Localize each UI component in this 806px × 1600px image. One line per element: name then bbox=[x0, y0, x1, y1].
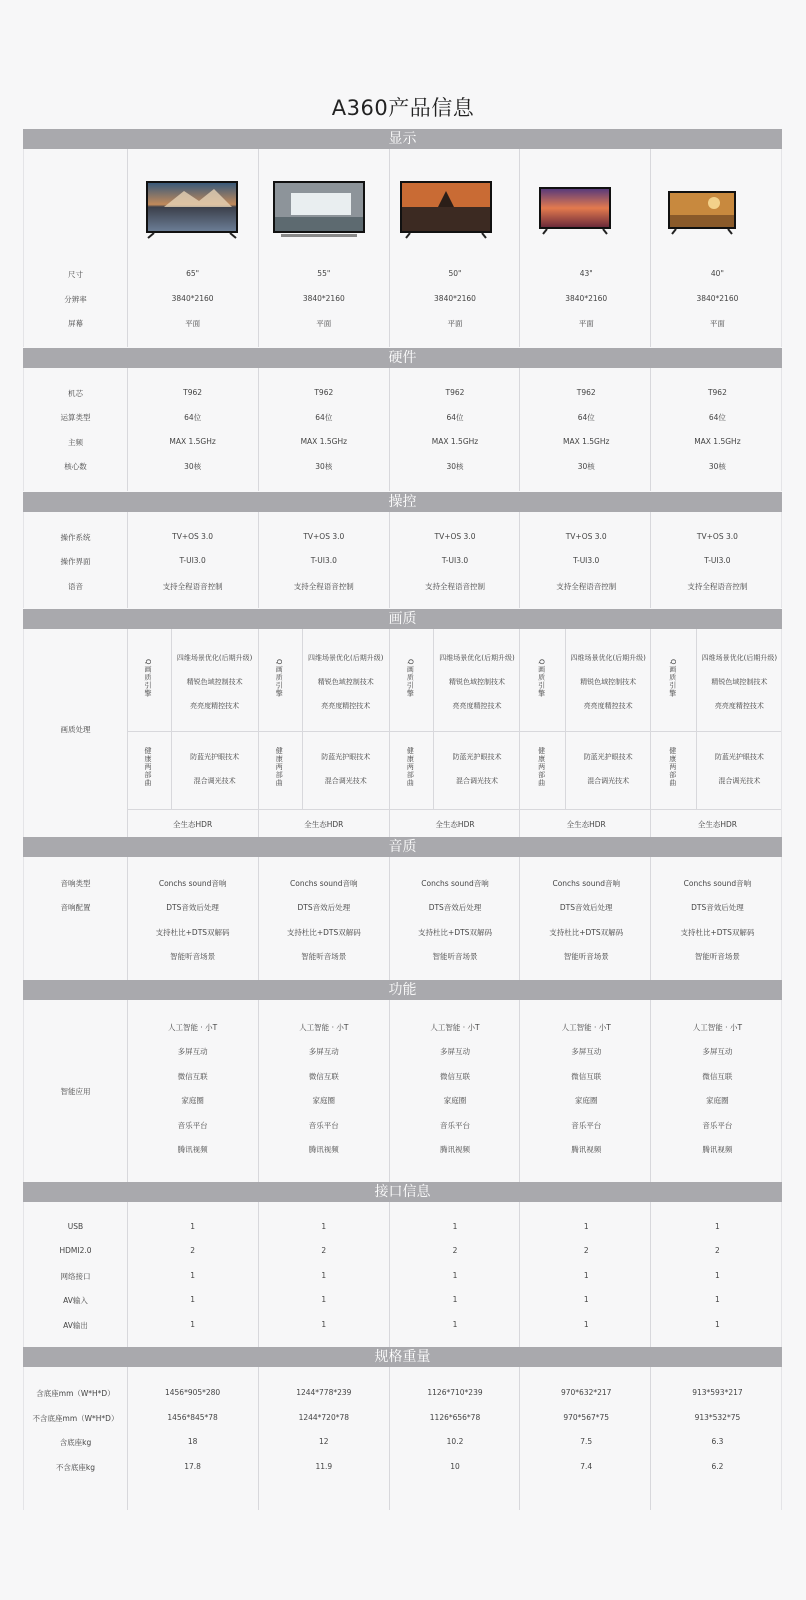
ports-row-label: AV输入 bbox=[63, 1296, 88, 1305]
feature-item: 多屏互动 bbox=[177, 1047, 208, 1056]
ports-cell: 1 bbox=[190, 1271, 195, 1280]
engine-item: 四维场景优化(后期升级) bbox=[570, 654, 646, 662]
feature-item: 腾讯视频 bbox=[702, 1145, 733, 1154]
picture-header: 画质 bbox=[23, 609, 782, 629]
specs-cell: 10 bbox=[450, 1462, 460, 1471]
page-title: A360产品信息 bbox=[331, 96, 475, 120]
health-label: 健康两部曲 bbox=[144, 747, 152, 787]
features-row bbox=[24, 1095, 783, 1106]
audio-row-scene: 智能听音场景 智能听音场景 智能听音场景 智能听音场景 智能听音场景 bbox=[170, 952, 740, 961]
specs-section bbox=[23, 1347, 782, 1510]
features-row bbox=[24, 1046, 783, 1057]
picture-quality-column bbox=[127, 629, 258, 809]
features-row-label: 智能应用 bbox=[60, 1087, 91, 1096]
specs-cell: 1244*720*78 bbox=[298, 1413, 350, 1422]
engine-item: 四维场景优化(后期升级) bbox=[308, 654, 384, 662]
specs-cell: 1126*656*78 bbox=[429, 1413, 481, 1422]
features-header: 功能 bbox=[23, 980, 782, 1000]
specs-row-label: 不含底座kg bbox=[55, 1463, 96, 1472]
feature-item: 微信互联 bbox=[702, 1072, 733, 1081]
ports-cell: 1 bbox=[452, 1295, 458, 1304]
feature-item: 人工智能 · 小T bbox=[299, 1023, 349, 1032]
feature-item: 微信互联 bbox=[177, 1072, 208, 1081]
health-label: 健康两部曲 bbox=[537, 747, 546, 787]
health-item: 防蓝光护眼技术 bbox=[452, 753, 502, 761]
audio-row-dolby: 支持杜比+DTS双解码 支持杜比+DTS双解码 支持杜比+DTS双解码 支持杜比+DTS双解码 支持杜比+DTS双解码 bbox=[155, 928, 755, 937]
ports-cell: 2 bbox=[715, 1246, 720, 1255]
specs-cell: 7.4 bbox=[580, 1462, 593, 1471]
feature-item: 人工智能 · 小T bbox=[430, 1023, 480, 1032]
specs-row bbox=[24, 1437, 783, 1448]
feature-item: 人工智能 · 小T bbox=[167, 1023, 218, 1032]
specs-cell: 970*567*75 bbox=[563, 1413, 610, 1422]
specs-cell: 913*593*217 bbox=[692, 1388, 743, 1397]
specs-row bbox=[24, 1388, 783, 1399]
specs-cell: 970*632*217 bbox=[560, 1388, 612, 1397]
feature-item: 音乐平台 bbox=[308, 1121, 339, 1130]
audio-header: 音质 bbox=[23, 837, 782, 857]
specs-cell: 11.9 bbox=[315, 1462, 333, 1471]
audio-section bbox=[23, 837, 782, 980]
ports-cell: 1 bbox=[452, 1271, 458, 1280]
health-item: 混合调光技术 bbox=[324, 777, 367, 785]
specs-row-label: 含底座kg bbox=[59, 1438, 92, 1447]
health-item: 防蓝光护眼技术 bbox=[321, 753, 371, 761]
engine-item: 四维场景优化(后期升级) bbox=[176, 654, 253, 662]
hardware-row-freq: 主频 MAX 1.5GHz MAX 1.5GHz MAX 1.5GHz MAX 1.5GHz MAX 1.5GHz bbox=[68, 437, 741, 447]
features-row bbox=[24, 1120, 783, 1131]
feature-item: 家庭圈 bbox=[181, 1096, 204, 1105]
specs-row-label: 不含底座mm（W*H*D） bbox=[32, 1414, 119, 1423]
ports-cell: 1 bbox=[452, 1320, 458, 1329]
specs-cell: 17.8 bbox=[184, 1462, 201, 1471]
display-row-resolution: 分辨率 3840*2160 3840*2160 3840*2160 3840*2160 3840*2160 bbox=[64, 294, 739, 304]
display-grid bbox=[23, 149, 782, 347]
ports-cell: 1 bbox=[452, 1222, 458, 1231]
picture-row-hdr: 全生态HDR 全生态HDR 全生态HDR 全生态HDR 全生态HDR bbox=[173, 820, 737, 829]
ports-row bbox=[24, 1246, 783, 1255]
ports-row bbox=[24, 1271, 783, 1282]
ports-cell: 1 bbox=[321, 1222, 327, 1231]
control-row-os: 操作系统 TV+OS 3.0 TV+OS 3.0 TV+OS 3.0 TV+OS 3.0 TV+OS 3.0 bbox=[60, 532, 738, 542]
hardware-header: 硬件 bbox=[23, 348, 782, 368]
features-row bbox=[24, 1071, 783, 1082]
specs-cell: 1456*905*280 bbox=[164, 1388, 221, 1397]
ports-cell: 1 bbox=[190, 1222, 195, 1231]
ports-cell: 1 bbox=[715, 1295, 720, 1304]
specs-row bbox=[24, 1413, 783, 1424]
ports-cell: 1 bbox=[321, 1271, 327, 1280]
specs-cell: 10.2 bbox=[446, 1437, 464, 1446]
ports-cell: 1 bbox=[715, 1271, 720, 1280]
engine-item: 亮亮度精控技术 bbox=[452, 702, 502, 710]
specs-cell: 18 bbox=[187, 1437, 198, 1446]
specs-cell: 913*532*75 bbox=[694, 1413, 741, 1422]
ports-row bbox=[24, 1295, 783, 1306]
engine-item: 四维场景优化(后期升级) bbox=[701, 654, 778, 662]
feature-item: 微信互联 bbox=[571, 1072, 602, 1081]
feature-item: 音乐平台 bbox=[440, 1121, 470, 1130]
health-label: 健康两部曲 bbox=[275, 747, 284, 787]
engine-item: 亮亮度精控技术 bbox=[583, 702, 633, 710]
feature-item: 音乐平台 bbox=[177, 1121, 208, 1130]
health-item: 混合调光技术 bbox=[193, 777, 236, 785]
tv-image-mountain-lake bbox=[144, 179, 240, 239]
specs-cell: 7.5 bbox=[580, 1437, 593, 1446]
display-row-screen: 屏幕 平面 平面 平面 平面 平面 bbox=[68, 319, 725, 328]
audio-row-type: 音响类型 Conchs sound音响 Conchs sound音响 Conchs sound音响 Conchs sound音响 Conchs sound音响 bbox=[60, 879, 752, 888]
feature-item: 多屏互动 bbox=[440, 1047, 470, 1056]
engine-label: Q画质引擎 bbox=[668, 659, 677, 698]
picture-quality-column bbox=[521, 629, 652, 809]
feature-item: 多屏互动 bbox=[308, 1047, 339, 1056]
ports-cell: 2 bbox=[321, 1246, 327, 1255]
health-item: 防蓝光护眼技术 bbox=[583, 753, 633, 761]
ports-cell: 1 bbox=[583, 1320, 589, 1329]
ports-cell: 1 bbox=[715, 1320, 720, 1329]
specs-cell: 6.2 bbox=[711, 1462, 724, 1471]
hardware-row-arch: 运算类型 64位 64位 64位 64位 64位 bbox=[60, 413, 726, 422]
specs-row-label: 含底座mm（W*H*D） bbox=[36, 1389, 115, 1398]
engine-label: Q画质引擎 bbox=[406, 659, 415, 698]
engine-label: Q画质引擎 bbox=[537, 659, 546, 698]
feature-item: 家庭圈 bbox=[574, 1096, 598, 1105]
health-item: 混合调光技术 bbox=[718, 777, 761, 785]
feature-item: 腾讯视频 bbox=[440, 1145, 470, 1154]
hardware-section bbox=[23, 348, 782, 491]
health-item: 混合调光技术 bbox=[455, 777, 498, 785]
control-row-ui: 操作界面 T-UI3.0 T-UI3.0 T-UI3.0 T-UI3.0 T-UI3.0 bbox=[60, 556, 731, 566]
specs-cell: 1126*710*239 bbox=[427, 1388, 483, 1397]
features-row bbox=[24, 1144, 783, 1155]
ports-row-label: 网络接口 bbox=[60, 1272, 91, 1281]
feature-item: 家庭圈 bbox=[312, 1096, 336, 1105]
control-section bbox=[23, 492, 782, 608]
ports-cell: 2 bbox=[190, 1246, 195, 1255]
hardware-row-cores: 核心数 30核 30核 30核 30核 30核 bbox=[64, 462, 726, 471]
engine-item: 亮亮度精控技术 bbox=[321, 702, 371, 710]
feature-item: 腾讯视频 bbox=[308, 1145, 339, 1154]
ports-cell: 1 bbox=[321, 1320, 327, 1329]
specs-header: 规格重量 bbox=[23, 1347, 782, 1367]
feature-item: 腾讯视频 bbox=[571, 1145, 602, 1154]
tv-image-pagoda-sunset bbox=[398, 179, 494, 239]
feature-item: 人工智能 · 小T bbox=[561, 1023, 611, 1032]
features-section bbox=[23, 980, 782, 1182]
picture-row-label: 画质处理 bbox=[60, 725, 91, 734]
ports-cell: 2 bbox=[583, 1246, 589, 1255]
tv-image-autumn-trees bbox=[654, 179, 750, 239]
tv-image-sunset-sky bbox=[527, 179, 623, 239]
engine-label: Q画质引擎 bbox=[275, 659, 284, 698]
audio-row-config: 音响配置 DTS音效后处理 DTS音效后处理 DTS音效后处理 DTS音效后处理 DTS音效后处理 bbox=[60, 903, 744, 912]
engine-item: 四维场景优化(后期升级) bbox=[439, 654, 515, 662]
health-label: 健康两部曲 bbox=[406, 747, 415, 787]
ports-row-label: HDMI2.0 bbox=[59, 1246, 92, 1255]
ports-cell: 1 bbox=[583, 1271, 589, 1280]
picture-quality-column bbox=[652, 629, 783, 809]
ports-cell: 1 bbox=[321, 1295, 327, 1304]
specs-cell: 1244*778*239 bbox=[296, 1388, 352, 1397]
feature-item: 腾讯视频 bbox=[177, 1145, 208, 1154]
ports-cell: 1 bbox=[190, 1295, 195, 1304]
feature-item: 音乐平台 bbox=[702, 1121, 733, 1130]
feature-item: 微信互联 bbox=[308, 1072, 339, 1081]
feature-item: 音乐平台 bbox=[571, 1121, 602, 1130]
specs-row bbox=[24, 1462, 783, 1473]
control-header: 操控 bbox=[23, 492, 782, 512]
engine-item: 亮亮度精控技术 bbox=[190, 702, 240, 710]
engine-item: 精锐色域控制技术 bbox=[317, 678, 374, 686]
specs-cell: 6.3 bbox=[711, 1437, 724, 1446]
engine-item: 精锐色域控制技术 bbox=[711, 678, 768, 686]
health-item: 防蓝光护眼技术 bbox=[190, 753, 240, 761]
feature-item: 家庭圈 bbox=[443, 1096, 467, 1105]
engine-item: 精锐色域控制技术 bbox=[448, 678, 505, 686]
health-label: 健康两部曲 bbox=[668, 747, 677, 787]
picture-quality-column bbox=[389, 629, 520, 809]
specs-cell: 1456*845*78 bbox=[167, 1413, 218, 1422]
health-item: 防蓝光护眼技术 bbox=[714, 753, 764, 761]
control-row-voice: 语音 支持全程语音控制 支持全程语音控制 支持全程语音控制 支持全程语音控制 支持全程语音控制 bbox=[68, 582, 748, 591]
tv-image-waterfall bbox=[271, 179, 367, 239]
feature-item: 多屏互动 bbox=[702, 1047, 733, 1056]
ports-section bbox=[23, 1182, 782, 1347]
specs-cell: 12 bbox=[319, 1437, 329, 1446]
display-row-size: 尺寸 65" 55" 50" 43" 40" bbox=[68, 269, 724, 279]
feature-item: 人工智能 · 小T bbox=[692, 1023, 743, 1032]
features-row bbox=[24, 1022, 783, 1033]
hardware-row-chip: 机芯 T962 T962 T962 T962 T962 bbox=[68, 388, 727, 398]
picture-section bbox=[23, 609, 782, 837]
engine-item: 精锐色域控制技术 bbox=[186, 678, 243, 686]
feature-item: 家庭圈 bbox=[706, 1096, 729, 1105]
ports-cell: 1 bbox=[583, 1295, 589, 1304]
ports-cell: 1 bbox=[583, 1222, 589, 1231]
engine-item: 亮亮度精控技术 bbox=[714, 702, 764, 710]
ports-cell: 1 bbox=[715, 1222, 720, 1231]
ports-row bbox=[24, 1320, 783, 1331]
ports-header: 接口信息 bbox=[23, 1182, 782, 1202]
engine-item: 精锐色域控制技术 bbox=[580, 678, 637, 686]
engine-label: Q画质引擎 bbox=[144, 659, 152, 698]
feature-item: 多屏互动 bbox=[571, 1047, 602, 1056]
ports-row-label: AV输出 bbox=[63, 1321, 88, 1330]
picture-quality-column bbox=[258, 629, 389, 809]
ports-row-label: USB bbox=[67, 1222, 84, 1231]
ports-cell: 2 bbox=[452, 1246, 458, 1255]
ports-row bbox=[24, 1222, 783, 1231]
health-item: 混合调光技术 bbox=[587, 777, 630, 785]
feature-item: 微信互联 bbox=[440, 1072, 470, 1081]
display-header: 显示 bbox=[23, 129, 782, 149]
ports-cell: 1 bbox=[190, 1320, 195, 1329]
display-section bbox=[23, 129, 782, 347]
